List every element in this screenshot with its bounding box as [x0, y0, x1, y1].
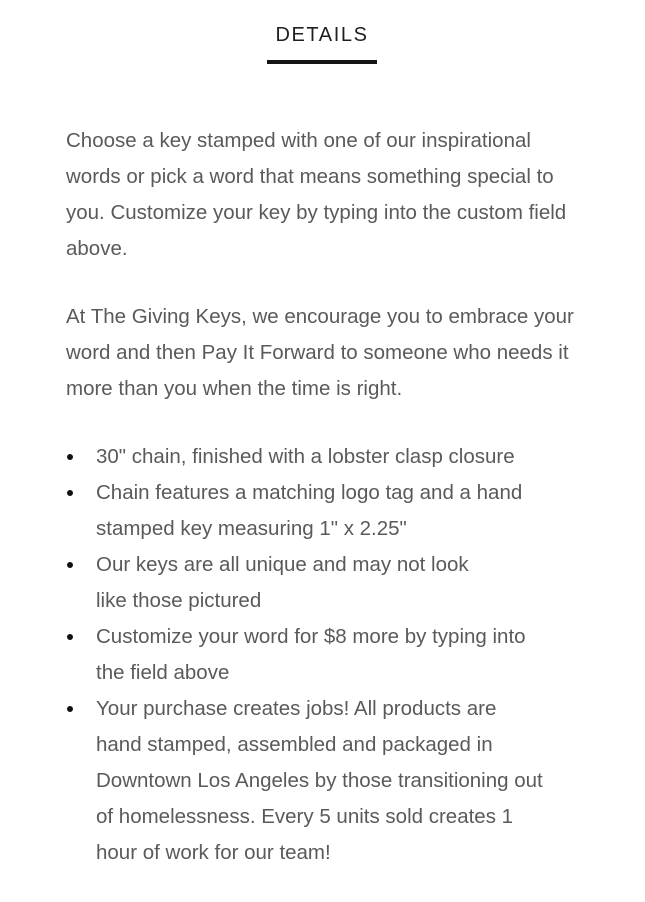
description-paragraph: Choose a key stamped with one of our inspirational words or pick a word that means something special to you. Customize your key by typing into the custom field above. [66, 129, 567, 260]
feature-item [66, 619, 586, 691]
feature-text-line: Chain features a matching logo tag and a hand [96, 481, 523, 504]
bullet-icon [67, 490, 73, 496]
feature-text-line: 30" chain, finished with a lobster clasp closure [96, 445, 515, 468]
bullet-icon [67, 562, 73, 568]
feature-text-line: Our keys are all unique and may not look [96, 553, 469, 576]
bullet-icon [67, 634, 73, 640]
feature-item [66, 475, 586, 547]
tab-active-underline [267, 60, 377, 64]
product-details-content [66, 123, 586, 871]
feature-item [66, 691, 586, 871]
feature-list [66, 439, 586, 871]
feature-text-line: Your purchase creates jobs! All products are [96, 697, 497, 720]
feature-text-line: the field above [96, 661, 230, 684]
tab-details-label: DETAILS [275, 24, 369, 46]
bullet-icon [67, 454, 73, 460]
feature-item [66, 439, 586, 475]
description-paragraph: At The Giving Keys, we encourage you to embrace your word and then Pay It Forward to someone who needs it more than you when the time is right. [66, 305, 574, 400]
feature-text-line: hand stamped, assembled and packaged in [96, 733, 493, 756]
feature-text-line: of homelessness. Every 5 units sold creates 1 [96, 805, 514, 828]
feature-text-line: like those pictured [96, 589, 262, 612]
feature-text-line: Customize your word for $8 more by typing into [96, 625, 526, 648]
feature-text-line: stamped key measuring 1" x 2.25" [96, 517, 407, 540]
feature-text-line: hour of work for our team! [96, 841, 331, 864]
feature-item [66, 547, 586, 619]
tab-details[interactable] [267, 21, 377, 64]
bullet-icon [67, 706, 73, 712]
feature-text-line: Downtown Los Angeles by those transitioning out [96, 769, 543, 792]
